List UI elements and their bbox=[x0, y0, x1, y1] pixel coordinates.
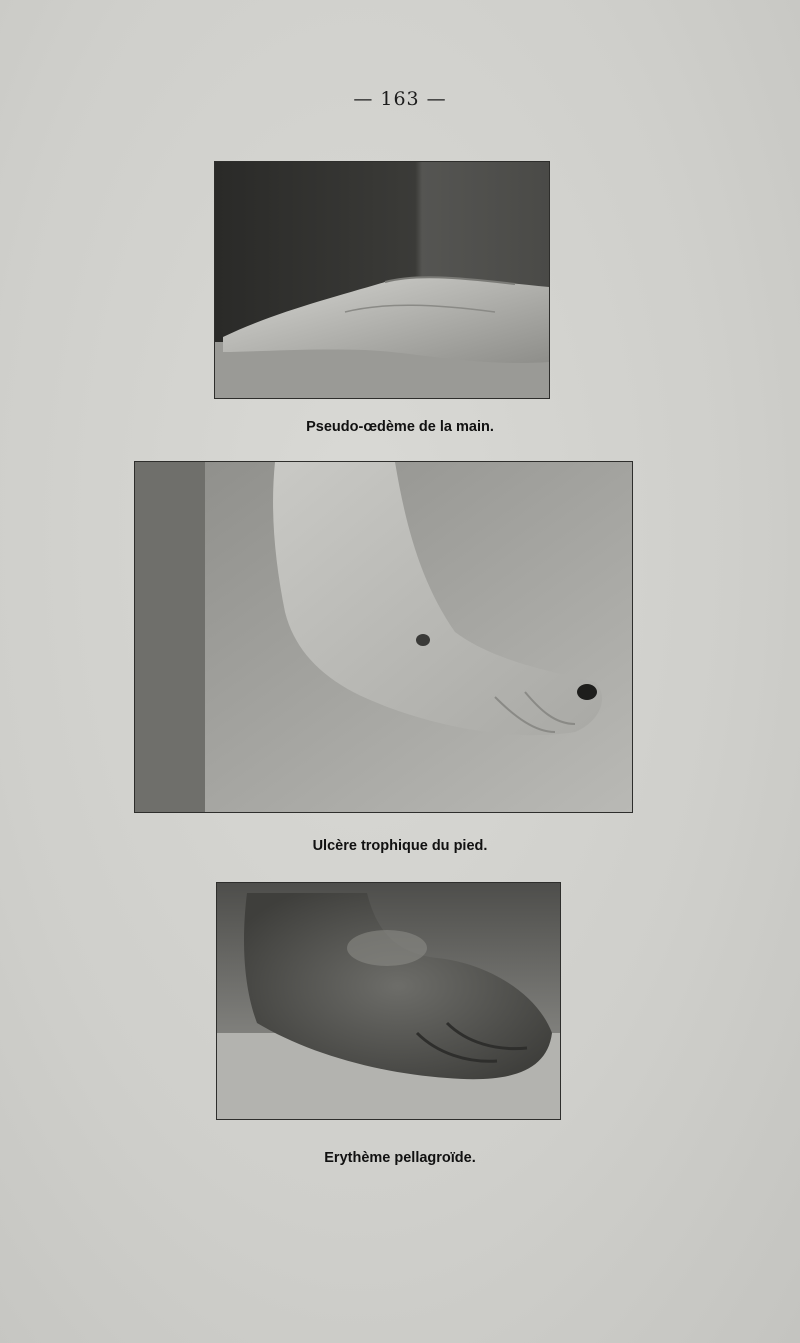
figure-caption: Erythème pellagroïde. bbox=[324, 1150, 476, 1166]
photo-foot-erythema bbox=[217, 883, 560, 1119]
page-number: — 163 — bbox=[353, 88, 447, 110]
figure-caption: Ulcère trophique du pied. bbox=[312, 838, 488, 854]
figure-caption: Pseudo-œdème de la main. bbox=[306, 419, 494, 435]
photo-foot-ulcer bbox=[135, 462, 632, 812]
photo-hand-edema bbox=[215, 162, 549, 398]
